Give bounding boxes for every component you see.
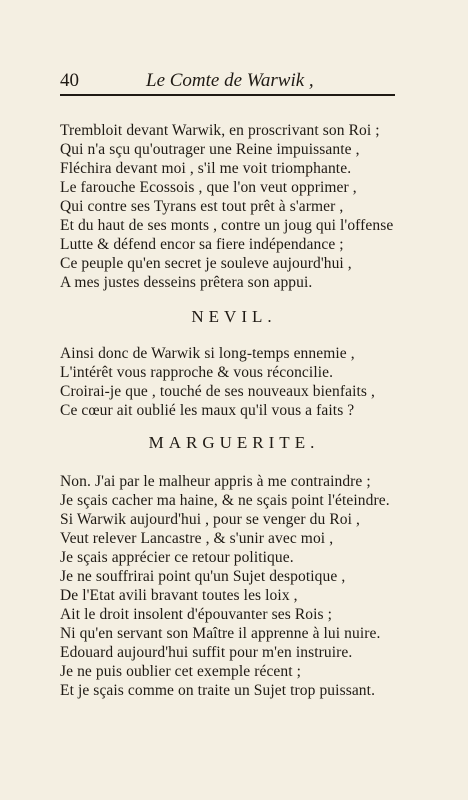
- verse-line: Je sçais cacher ma haine, & ne sçais point l'éteindre.: [60, 492, 390, 509]
- verse-line: Je ne puis oublier cet exemple récent ;: [60, 663, 302, 680]
- verse-line: Et du haut de ses monts , contre un joug qui l'offense: [60, 217, 394, 234]
- verse-line: Trembloit devant Warwik, en proscrivant son Roi ;: [60, 122, 380, 139]
- verse-line: Fléchira devant moi , s'il me voit triomphante.: [60, 160, 352, 177]
- verse-line: Et je sçais comme on traite un Sujet trop puissant.: [60, 682, 376, 699]
- page-header: [60, 66, 395, 96]
- verse-line: Lutte & défend encor sa fiere indépendance ;: [60, 236, 344, 253]
- verse-line: Je sçais apprécier ce retour politique.: [60, 549, 294, 566]
- verse-line: Ce cœur ait oublié les maux qu'il vous a faits ?: [60, 402, 355, 419]
- verse-line: Non. J'ai par le malheur appris à me contraindre ;: [60, 473, 371, 490]
- verse-line: Je ne souffrirai point qu'un Sujet despotique ,: [60, 568, 346, 585]
- verse-line: Le farouche Ecossois , que l'on veut opprimer ,: [60, 179, 357, 196]
- verse-line: Qui contre ses Tyrans est tout prêt à s'armer ,: [60, 198, 344, 215]
- verse-line: Ainsi donc de Warwik si long-temps ennemie ,: [60, 345, 355, 362]
- verse-line: De l'Etat avili bravant toutes les loix ,: [60, 587, 298, 604]
- page-number: 40: [60, 70, 79, 91]
- verse-line: Ni qu'en servant son Maître il apprenne à lui nuire.: [60, 625, 381, 642]
- verse-line: L'intérêt vous rapproche & vous réconcilie.: [60, 364, 334, 381]
- verse-passage-3: [60, 472, 405, 700]
- speaker-name: NEVIL.: [191, 307, 277, 326]
- verse-line: Ait le droit insolent d'épouvanter ses Rois ;: [60, 606, 333, 623]
- verse-passage-1: [60, 121, 405, 292]
- verse-line: Si Warwik aujourd'hui , pour se venger du Roi ,: [60, 511, 360, 528]
- header-rule: [60, 94, 395, 96]
- verse-line: Qui n'a sçu qu'outrager une Reine impuissante ,: [60, 141, 360, 158]
- verse-line: Ce peuple qu'en secret je souleve aujourd'hui ,: [60, 255, 352, 272]
- speaker-name: MARGUERITE.: [148, 433, 320, 452]
- verse-passage-2: [60, 344, 405, 420]
- verse-line: Veut relever Lancastre , & s'unir avec moi ,: [60, 530, 334, 547]
- verse-line: Croirai-je que , touché de ses nouveaux bienfaits ,: [60, 383, 376, 400]
- verse-line: Edouard aujourd'hui suffit pour m'en instruire.: [60, 644, 353, 661]
- verse-line: A mes justes desseins prêtera son appui.: [60, 274, 313, 291]
- running-title: Le Comte de Warwik ,: [146, 70, 314, 91]
